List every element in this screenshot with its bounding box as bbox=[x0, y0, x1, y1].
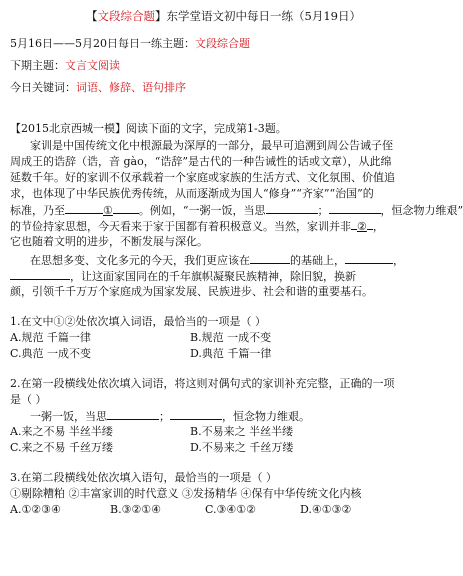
question-2-stem-cont: 是（ ） bbox=[10, 393, 47, 406]
question-2-stem: 2.在第一段横线处依次填入词语，将这则对偶句式的家训补充完整，正确的一项 bbox=[10, 377, 395, 390]
passage-line bbox=[10, 218, 384, 235]
passage-text: 的基础上， bbox=[290, 254, 345, 267]
passage-line bbox=[30, 252, 404, 269]
q2-quote bbox=[30, 408, 310, 425]
title-rest: 东学堂语文初中每日一练（5月19日） bbox=[166, 9, 361, 23]
passage-line: 家训是中国传统文化中根源最为深厚的一部分，最早可追溯到周公告诫子侄 bbox=[30, 139, 393, 152]
week-theme-label: 5月16日——5月20日每日一练主题： bbox=[10, 37, 195, 50]
passage-text: ； bbox=[317, 204, 329, 217]
passage-text: ， bbox=[372, 220, 384, 233]
q2-quote-text: ，恒念物力维艰。 bbox=[222, 410, 310, 423]
q1-option-d[interactable]: D.典范 千篇一律 bbox=[190, 347, 272, 360]
q3-option-d[interactable]: D.④①③② bbox=[300, 503, 352, 516]
title-bracket-right: 】 bbox=[155, 9, 167, 23]
keywords-value: 词语、修辞、语句排序 bbox=[76, 81, 186, 94]
q2-option-b[interactable]: B.不易来之 半丝半缕 bbox=[190, 425, 294, 438]
passage-text: 的节俭持家思想，今天看来于家于国都有着积极意义。当然，家训并非 bbox=[10, 220, 351, 233]
fill-blank[interactable] bbox=[266, 202, 318, 214]
passage-line: 求，也体现了中华民族优秀传统，从而逐渐成为国人“修身”“齐家”“治国”的 bbox=[10, 187, 374, 200]
worksheet-title bbox=[0, 8, 447, 24]
passage-line bbox=[10, 202, 463, 219]
fill-blank[interactable] bbox=[345, 252, 393, 264]
fill-blank[interactable] bbox=[113, 202, 139, 214]
keywords-label: 今日关键词： bbox=[10, 81, 76, 94]
passage-line: 延数千年。好的家训不仅承载着一个家庭或家族的生活方式、文化氛围、价值追 bbox=[10, 171, 395, 184]
passage-line bbox=[10, 268, 356, 285]
next-theme-label: 下期主题： bbox=[10, 59, 65, 72]
passage-text: ，让这面家国同在的千年旗帜凝聚民族精神，除旧貌，换新 bbox=[70, 270, 356, 283]
q3-option-b[interactable]: B.③②①④ bbox=[110, 503, 162, 516]
passage-line: 周成王的诰辞（诰，音 gào，“诰辞”是古代的一种告诫性的话或文章），从此绵 bbox=[10, 155, 392, 168]
next-theme-line bbox=[10, 58, 120, 74]
passage-intro: 【2015北京西城一模】阅读下面的文字，完成第1-3题。 bbox=[10, 122, 287, 135]
q3-option-a[interactable]: A.①②③④ bbox=[10, 503, 61, 516]
passage-text: 。例如，“一粥一饭，当思 bbox=[138, 204, 266, 217]
q1-option-b[interactable]: B.规范 一成不变 bbox=[190, 331, 272, 344]
keywords-line bbox=[10, 80, 186, 96]
q3-sentence-items: ①剔除糟粕 ②丰富家训的时代意义 ③发扬精华 ④保有中华传统文化内核 bbox=[10, 487, 362, 500]
q2-quote-text: ； bbox=[159, 410, 170, 423]
fill-blank[interactable] bbox=[65, 202, 103, 214]
question-1-stem: 1.在文中①②处依次填入词语，最恰当的一项是（ ） bbox=[10, 315, 266, 328]
passage-line: 它也随着文明的进步，不断发展与深化。 bbox=[10, 235, 208, 248]
passage-text: 在思想多变、文化多元的今天，我们更应该在 bbox=[30, 254, 250, 267]
q2-quote-text: 一粥一饭，当思 bbox=[30, 410, 107, 423]
q1-option-c[interactable]: C.典范 一成不变 bbox=[10, 347, 92, 360]
fill-blank[interactable] bbox=[10, 268, 70, 280]
title-topic: 文段综合题 bbox=[97, 9, 156, 23]
q3-option-c[interactable]: C.③④①② bbox=[205, 503, 256, 516]
fill-blank[interactable] bbox=[170, 408, 222, 420]
q2-option-d[interactable]: D.不易来之 千丝万缕 bbox=[190, 441, 294, 454]
fill-blank[interactable] bbox=[250, 252, 290, 264]
week-theme-value: 文段综合题 bbox=[195, 37, 250, 50]
q1-option-a[interactable]: A.规范 千篇一律 bbox=[10, 331, 91, 344]
passage-line: 颜，引领千千万万个家庭成为国家发展、民族进步、社会和谐的重要基石。 bbox=[10, 285, 373, 298]
next-theme-value: 文言文阅读 bbox=[65, 59, 120, 72]
blank-marker-2: ② bbox=[357, 220, 367, 233]
fill-blank[interactable] bbox=[107, 408, 159, 420]
q2-option-a[interactable]: A.来之不易 半丝半缕 bbox=[10, 425, 113, 438]
question-3-stem: 3.在第二段横线处依次填入语句，最恰当的一项是（ ） bbox=[10, 471, 277, 484]
blank-marker-1: ① bbox=[103, 204, 113, 217]
passage-text: ，恒念物力维艰” bbox=[380, 204, 463, 217]
fill-blank[interactable] bbox=[329, 202, 381, 214]
passage-text: 标准，乃至 bbox=[10, 204, 65, 217]
q2-option-c[interactable]: C.来之不易 千丝万缕 bbox=[10, 441, 114, 454]
week-theme-line bbox=[10, 36, 250, 52]
title-bracket-left: 【 bbox=[86, 9, 98, 23]
passage-text: ， bbox=[393, 254, 404, 267]
